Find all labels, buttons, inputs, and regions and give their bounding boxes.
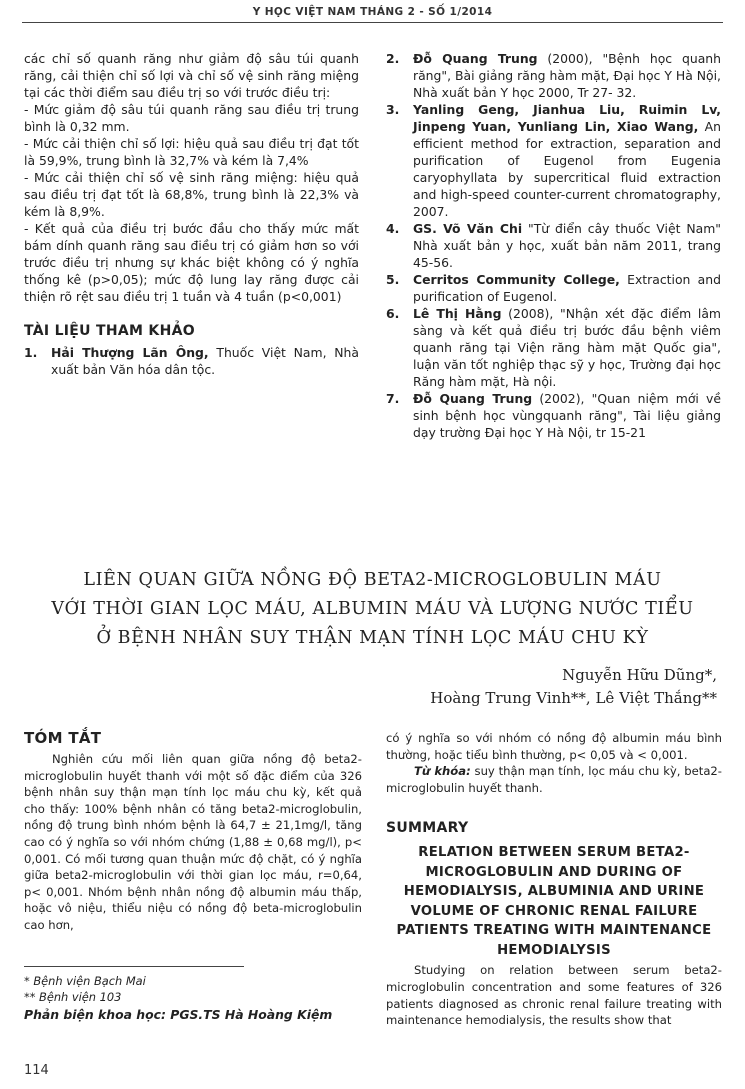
conclusion-bullet: - Mức giảm độ sâu túi quanh răng sau điều trị trung bình là 0,32 mm. — [24, 102, 359, 134]
author-line: Hoàng Trung Vinh**, Lê Việt Thắng** — [430, 689, 717, 707]
reference-text: An efficient method for extraction, separation and purification of Eugenol from Eugenia caryophyllata by supercritical fluid extraction and high-speed counter-current chromatography, 2007. — [413, 119, 721, 219]
reference-number: 3. — [386, 102, 400, 117]
conclusion-intro: các chỉ số quanh răng như giảm độ sâu túi quanh răng, cải thiện chỉ số lợi và chỉ số vệ sinh răng miệng tại các thời điểm sau điều trị so với trước điều trị: — [24, 51, 359, 100]
abstract-continuation — [386, 730, 722, 1029]
footnote-affiliation: * Bệnh viện Bạch Mai — [24, 974, 146, 988]
reviewer-note: Phản biện khoa học: PGS.TS Hà Hoàng Kiệm — [24, 1007, 333, 1022]
reference-number: 4. — [386, 221, 400, 236]
reference-number: 7. — [386, 391, 400, 406]
conclusion-bullet: - Mức cải thiện chỉ số lợi: hiệu quả sau điều trị đạt tốt là 59,9%, trung bình là 32,7% và kém là 7,4% — [24, 136, 359, 168]
header-rule — [22, 22, 723, 23]
keywords-label: Từ khóa: — [414, 764, 471, 779]
reference-number: 5. — [386, 272, 400, 287]
title-line: LIÊN QUAN GIỮA NỒNG ĐỘ BETA2-MICROGLOBULIN MÁU — [83, 570, 662, 590]
reference-text: Thuốc Việt Nam, Nhà xuất bản Văn hóa dân tộc. — [51, 345, 359, 377]
summary-title: RELATION BETWEEN SERUM BETA2-MICROGLOBULIN AND DURING OF HEMODIALYSIS, ALBUMINIA AND URINE VOLUME OF CHRONIC RENAL FAILURE PATIENTS TREATING WITH MAINTENANCE HEMODIALYSIS — [396, 845, 712, 958]
conclusion-bullet: - Kết quả của điều trị bước đầu cho thấy mức mất bám dính quanh răng sau điều trị có giảm hơn so với trước điều trị nhưng sự khác biệt không có ý nghĩa thống kê (p>0,05); mức độ lung lay răng được cải thiện rõ rệt sau điều trị 1 tuần và 4 tuần (p<0,001) — [24, 221, 359, 304]
reference-item — [386, 271, 721, 305]
title-line: VỚI THỜI GIAN LỌC MÁU, ALBUMIN MÁU VÀ LƯỢNG NƯỚC TIỂU — [51, 599, 694, 619]
reference-item — [386, 390, 721, 441]
reference-number: 2. — [386, 51, 400, 66]
reference-author: Lê Thị Hằng — [413, 306, 502, 321]
authors — [197, 664, 717, 710]
footnote-rule — [24, 966, 244, 967]
keywords — [386, 763, 722, 796]
reference-author: Hải Thượng Lãn Ông, — [51, 345, 209, 360]
references-heading: TÀI LIỆU THAM KHẢO — [24, 323, 195, 339]
footnote-affiliation: ** Bệnh viện 103 — [24, 990, 122, 1004]
reference-item — [386, 101, 721, 220]
previous-article-conclusion — [24, 50, 359, 378]
summary-text: Studying on relation between serum beta2-microglobulin concentration and some features of 326 patients diagnosed as chronic renal failure treating with maintenance hemodialysis, the results show that — [386, 963, 722, 1028]
reference-author: Cerritos Community College, — [413, 272, 620, 287]
references-list — [386, 50, 721, 441]
footnotes — [24, 966, 364, 1023]
title-line: Ở BỆNH NHÂN SUY THẬN MẠN TÍNH LỌC MÁU CHU KỲ — [96, 628, 649, 648]
reference-item — [386, 50, 721, 101]
reference-author: Đỗ Quang Trung — [413, 391, 533, 406]
reference-item — [24, 344, 359, 378]
abstract-text: Nghiên cứu mối liên quan giữa nồng độ beta2-microglobulin huyết thanh với một số đặc điểm của 326 bệnh nhân suy thận mạn tính lọc máu chu kỳ, kết quả cho thấy: 100% bệnh nhân có tăng beta2-microglobulin, nồng độ trung bình nhóm bệnh là 64,7 ± 21,1mg/l, tăng cao có ý nghĩa so với nhóm chứng (1,88 ± 0,68 mg/l), p< 0,001. Có mối tương quan thuận mức độ chặt, có ý nghĩa giữa beta2-microglobulin với thời gian lọc máu, r=0,64, p< 0,001. Nhóm bệnh nhân nồng độ albumin máu thấp, hoặc vô niệu, thiểu niệu có nồng độ beta-microglobulin cao hơn, — [24, 752, 362, 932]
reference-item — [386, 305, 721, 390]
reference-number: 6. — [386, 306, 400, 321]
reference-author: GS. Võ Văn Chi — [413, 221, 523, 236]
article-title — [40, 566, 705, 653]
abstract-heading: TÓM TẮT — [24, 729, 102, 747]
page-number: 114 — [24, 1063, 49, 1078]
reference-number: 1. — [24, 345, 38, 360]
reference-author: Đỗ Quang Trung — [413, 51, 538, 66]
reference-text: Extraction and purification of Eugenol. — [413, 272, 721, 304]
reference-text: (2008), "Nhận xét đặc điểm lâm sàng và kết quả điều trị bước đầu bệnh viêm quanh răng tại Viện răng hàm mặt Quốc gia", luận văn tốt nghiệp thạc sỹ y học, Trường đại học Răng hàm mặt, Hà nội. — [413, 306, 721, 389]
reference-text: "Từ điển cây thuốc Việt Nam" Nhà xuất bản y học, xuất bản năm 2011, trang 45-56. — [413, 221, 721, 270]
reference-item — [386, 220, 721, 271]
reference-text: (2002), "Quan niệm mới về sinh bệnh học vùngquanh răng", Tài liệu giảng dạy trường Đại học Y Hà Nội, tr 15-21 — [413, 391, 722, 440]
abstract-vietnamese — [24, 730, 362, 934]
reference-text: (2000), "Bệnh học quanh răng", Bài giảng răng hàm mặt, Đại học Y Hà Nội, Nhà xuất bản Y học 2000, Tr 27- 32. — [413, 51, 721, 100]
reference-author: Yanling Geng, Jianhua Liu, Ruimin Lv, Jinpeng Yuan, Yunliang Lin, Xiao Wang, — [413, 102, 721, 134]
conclusion-bullet: - Mức cải thiện chỉ số vệ sinh răng miệng: hiệu quả sau điều trị đạt tốt là 68,8%, trung bình là 22,3% và kém là 8,9%. — [24, 170, 359, 219]
journal-header: Y HỌC VIỆT NAM THÁNG 2 - SỐ 1/2014 — [252, 6, 493, 18]
abstract-continuation-text: có ý nghĩa so với nhóm có nồng độ albumin máu bình thường, hoặc tiểu bình thường, p< 0,05 và < 0,001. — [386, 731, 722, 762]
author-line: Nguyễn Hữu Dũng*, — [562, 666, 717, 684]
keywords-text: suy thận mạn tính, lọc máu chu kỳ, beta2-microglobulin huyết thanh. — [386, 764, 722, 795]
summary-heading: SUMMARY — [386, 820, 469, 837]
